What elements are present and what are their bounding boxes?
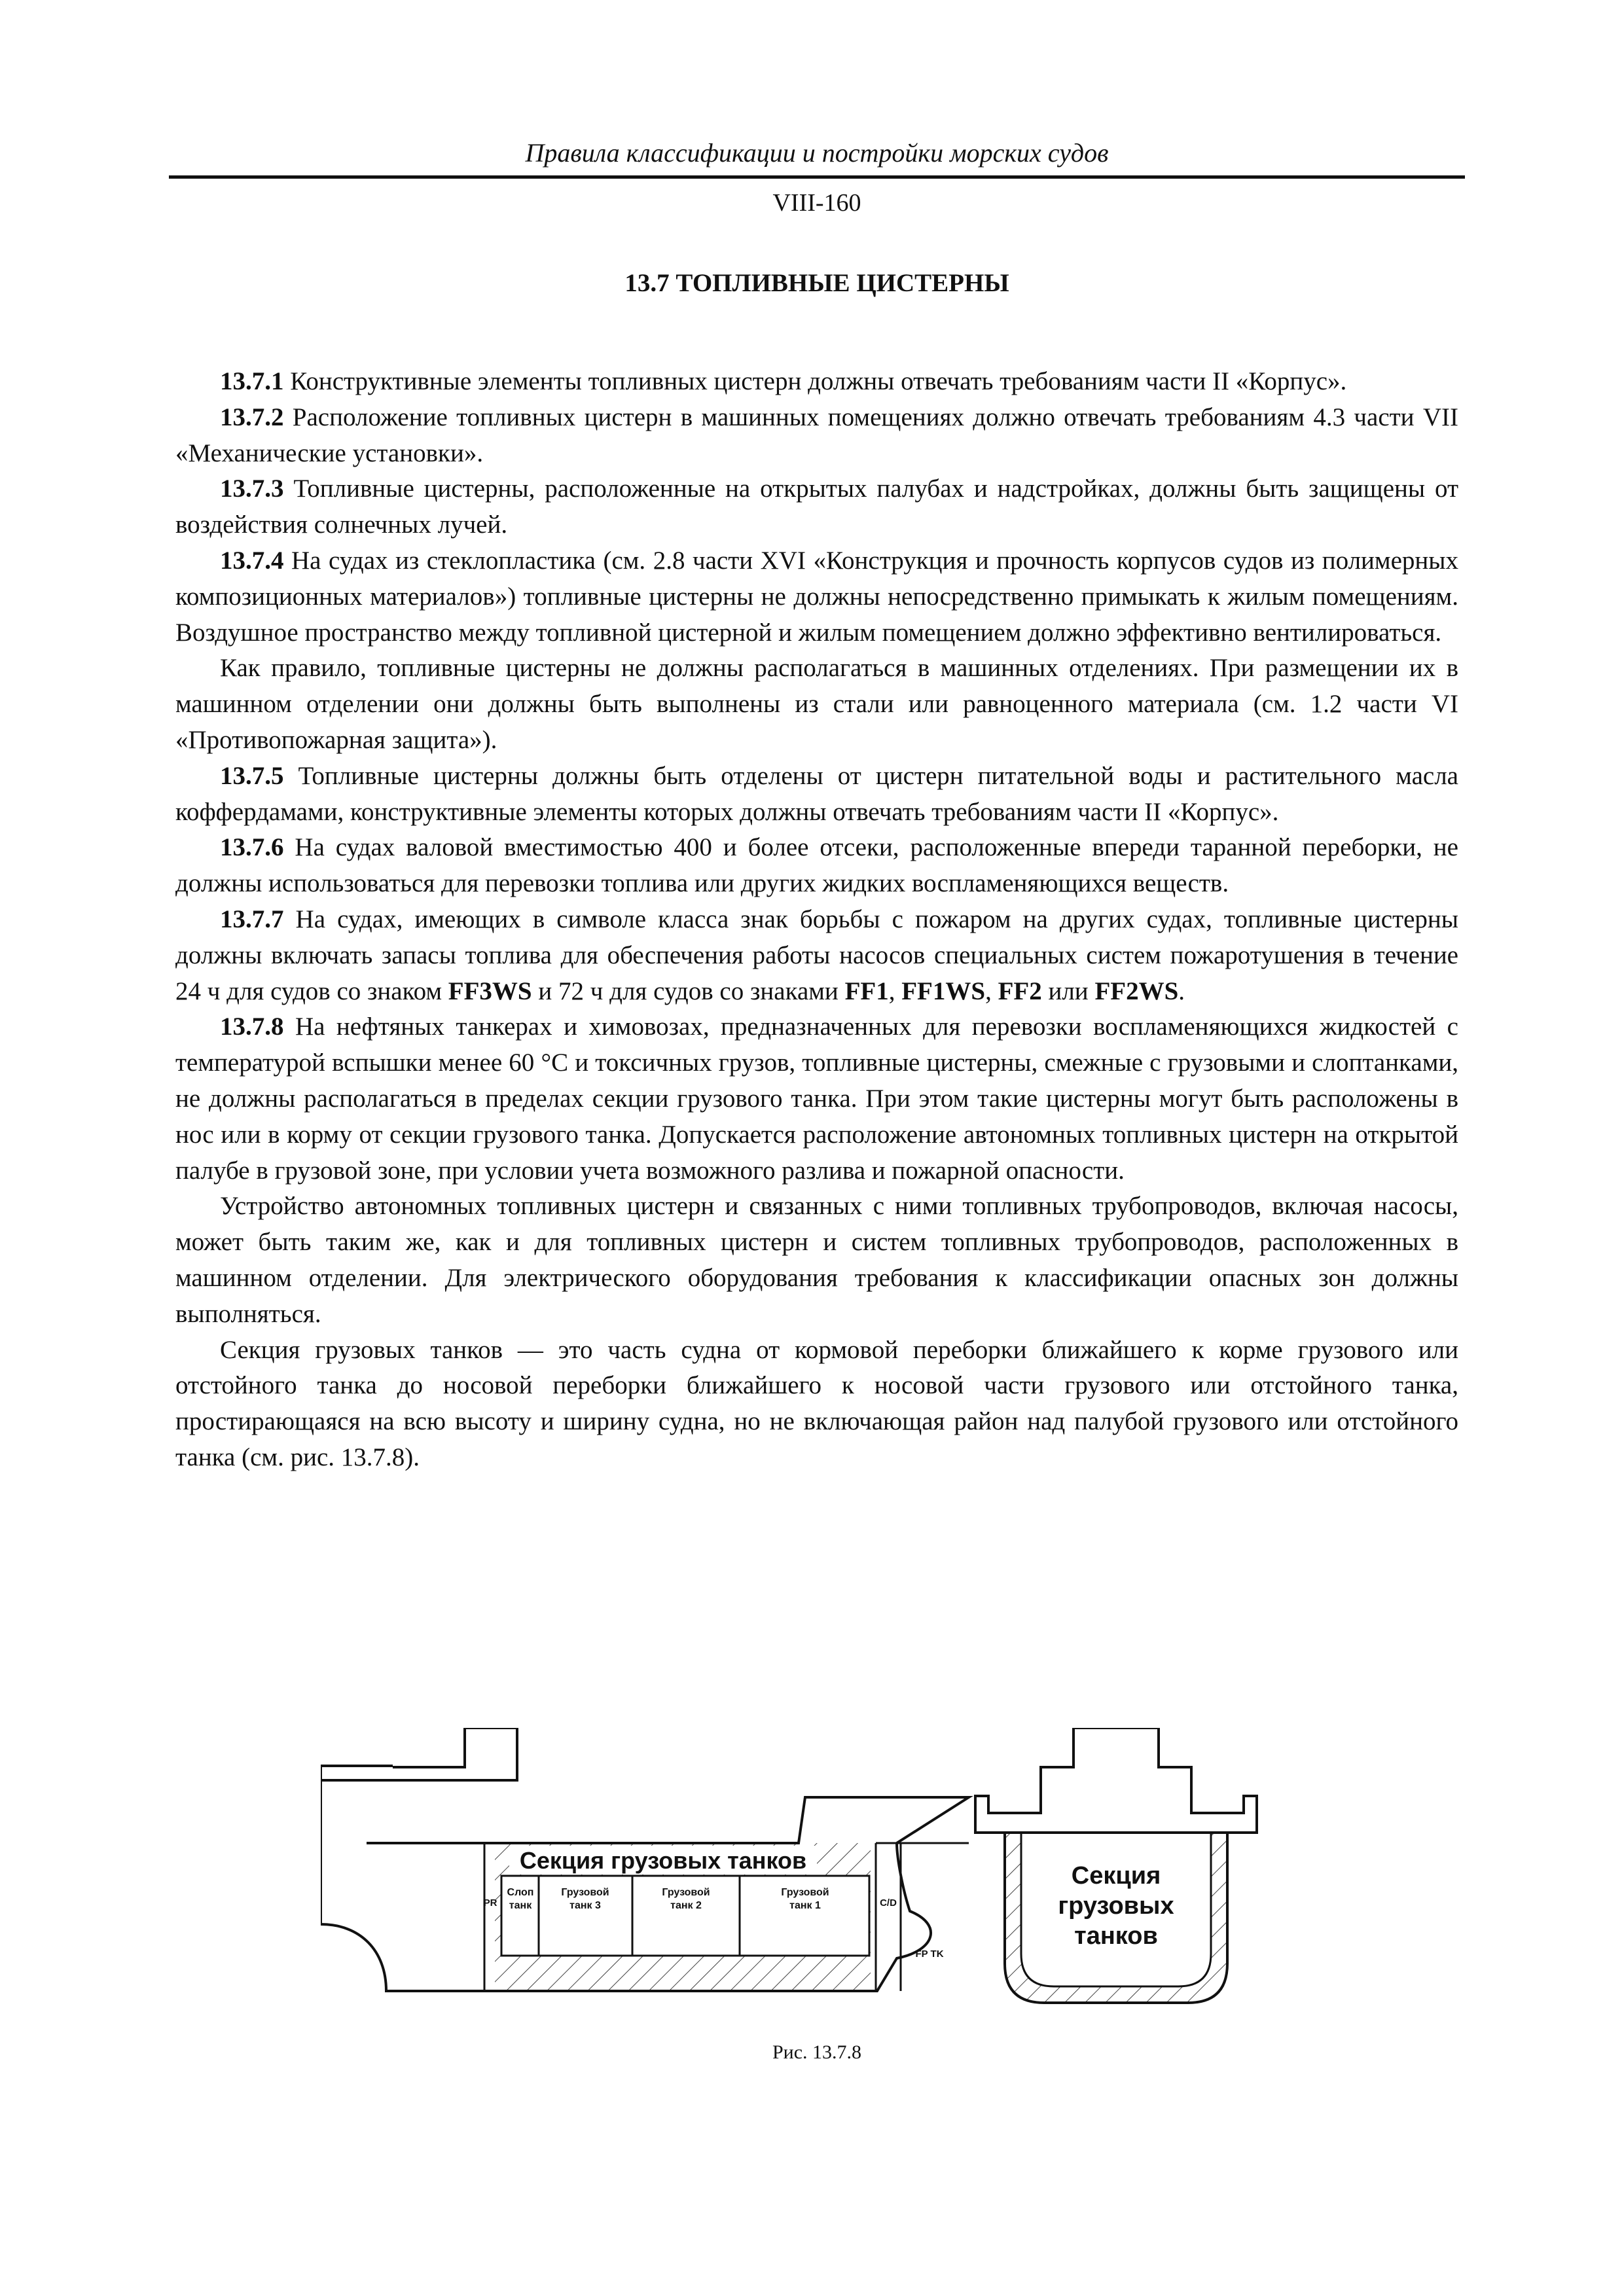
class-mark: FF3WS — [448, 977, 532, 1005]
section-title: 13.7 ТОПЛИВНЫЕ ЦИСТЕРНЫ — [624, 269, 1009, 297]
tank3-label-2: танк 3 — [569, 1900, 601, 1911]
clause-text: На судах валовой вместимостью 400 и более отсеки, расположенные впереди таранной переборки, не должны использоваться для перевозки топлива или других жидких воспламеняющихся веществ. — [175, 833, 1458, 898]
tank1-label-1: Грузовой — [781, 1887, 829, 1898]
paragraph-13-7-8-cont-2 — [175, 1333, 1458, 1476]
clause-text: Устройство автономных топливных цистерн и связанных с ними топливных трубопроводов, включая насосы, может быть таким же, как и для топливных цистерн и систем топливных трубопроводов, расположенных в машинном отделении. Для электрического оборудования требования к классификации опасных зон должны выполняться. — [175, 1192, 1458, 1328]
paragraph-13-7-4-cont — [175, 651, 1458, 758]
paragraph-13-7-3 — [175, 471, 1458, 543]
clause-text: и 72 ч для судов со знаками — [532, 977, 845, 1005]
running-title: Правила классификации и постройки морских судов — [525, 138, 1109, 168]
tank2-label-2: танк 2 — [670, 1900, 702, 1911]
paragraph-13-7-8 — [175, 1009, 1458, 1189]
clause-number: 13.7.7 — [220, 905, 284, 933]
side-view — [321, 1728, 969, 1991]
cd-label: C/D — [880, 1897, 897, 1909]
clause-text: На нефтяных танкерах и химовозах, предназначенных для перевозки воспламеняющихся жидкостей с температурой вспышки менее 60 °С и токсичных грузов, топливные цистерны, смежные с грузовыми и слоптанками, не должны располагаться в пределах секции грузового танка. При этом такие цистерны могут быть расположены в нос или в корму от секции грузового танка. Допускается расположение автономных топливных цистерн на открытой палубе в грузовой зоне, при условии учета возможного разлива и пожарной опасности. — [175, 1013, 1458, 1185]
paragraph-13-7-8-cont-1 — [175, 1189, 1458, 1332]
section-deckhouse — [975, 1728, 1257, 1833]
clause-number: 13.7.1 — [220, 367, 284, 395]
clause-text: Топливные цистерны, расположенные на открытых палубах и надстройках, должны быть защищены от воздействия солнечных лучей. — [175, 475, 1458, 539]
clause-text: или — [1041, 977, 1095, 1005]
clause-number: 13.7.8 — [220, 1013, 284, 1041]
class-mark: FF2 — [998, 977, 1042, 1005]
figure-caption: Рис. 13.7.8 — [772, 2041, 862, 2063]
tank1-label-2: танк 1 — [789, 1900, 821, 1911]
clause-number: 13.7.3 — [220, 475, 284, 503]
clause-number: 13.7.6 — [220, 833, 284, 862]
section-view — [975, 1728, 1257, 2003]
paragraph-13-7-5 — [175, 759, 1458, 831]
separator: , — [985, 977, 998, 1005]
pr-label: PR — [483, 1897, 497, 1909]
slop-tank-label-2: танк — [509, 1900, 532, 1911]
clause-text: Конструктивные элементы топливных цистерн должны отвечать требованиям части II «Корпус». — [283, 367, 1347, 395]
clause-text: Как правило, топливные цистерны не должны располагаться в машинных отделениях. При размещении их в машинном отделении они должны быть выполнены из стали или равноценного материала (см. 1.2 части VI «Противопожарная защита»). — [175, 654, 1458, 754]
superstructure — [321, 1766, 393, 1780]
section-label-2: грузовых — [1058, 1892, 1174, 1920]
clause-text: . — [1178, 977, 1185, 1005]
paragraph-13-7-6 — [175, 830, 1458, 902]
slop-tank-label-1: Слоп — [507, 1887, 534, 1898]
paragraph-13-7-4 — [175, 543, 1458, 651]
class-mark: FF1 — [844, 977, 889, 1005]
clause-number: 13.7.5 — [220, 761, 284, 790]
class-mark: FF2WS — [1094, 977, 1179, 1005]
clause-text: Расположение топливных цистерн в машинных помещениях должно отвечать требованиям 4.3 части VII «Механические установки». — [175, 403, 1458, 467]
paragraph-13-7-2 — [175, 400, 1458, 472]
header-rule — [169, 175, 1465, 179]
tank3-label-1: Грузовой — [561, 1887, 609, 1898]
paragraph-13-7-1 — [175, 364, 1458, 400]
clause-number: 13.7.4 — [220, 546, 284, 575]
tank2-label-1: Грузовой — [662, 1887, 710, 1898]
fptk-label: FP TK — [915, 1948, 944, 1960]
section-label-3: танков — [1074, 1922, 1158, 1950]
figure-13-7-8 — [321, 1728, 1322, 2140]
clause-number: 13.7.2 — [220, 403, 284, 431]
separator: , — [888, 977, 902, 1005]
page-number: VIII-160 — [772, 189, 861, 217]
zone-title: Секция грузовых танков — [519, 1847, 807, 1874]
class-mark: FF1WS — [901, 977, 986, 1005]
body-text — [175, 364, 1458, 1476]
clause-text: Секция грузовых танков — это часть судна от кормовой переборки ближайшего к корме грузового или отстойного танка до носовой переборки ближайшего к носовой части грузового или отстойного танка, простирающаяся на всю высоту и ширину судна, но не включающая район над палубой грузового или отстойного танка (см. рис. 13.7.8). — [175, 1335, 1458, 1471]
clause-text: На судах, имеющих в символе класса знак борьбы с пожаром на других судах, топливные цистерны должны включать запасы топлива для обеспечения работы насосов специальных систем пожаротушения в течение 24 ч для судов со знаком — [175, 905, 1458, 1005]
clause-text: На судах из стеклопластика (см. 2.8 части XVI «Конструкция и прочность корпусов судов из полимерных композиционных материалов») топливные цистерны не должны непосредственно примыкать к жилым помещениям. Воздушное пространство между топливной цистерной и жилым помещением должно эффективно вентилироваться. — [175, 546, 1458, 647]
paragraph-13-7-7 — [175, 902, 1458, 1009]
section-label-1: Секция — [1071, 1862, 1161, 1890]
clause-text: Топливные цистерны должны быть отделены от цистерн питательной воды и растительного масла коффердамами, конструктивные элементы которых должны отвечать требованиям части II «Корпус». — [175, 761, 1458, 826]
cargo-tank-diagram — [321, 1728, 1322, 2140]
